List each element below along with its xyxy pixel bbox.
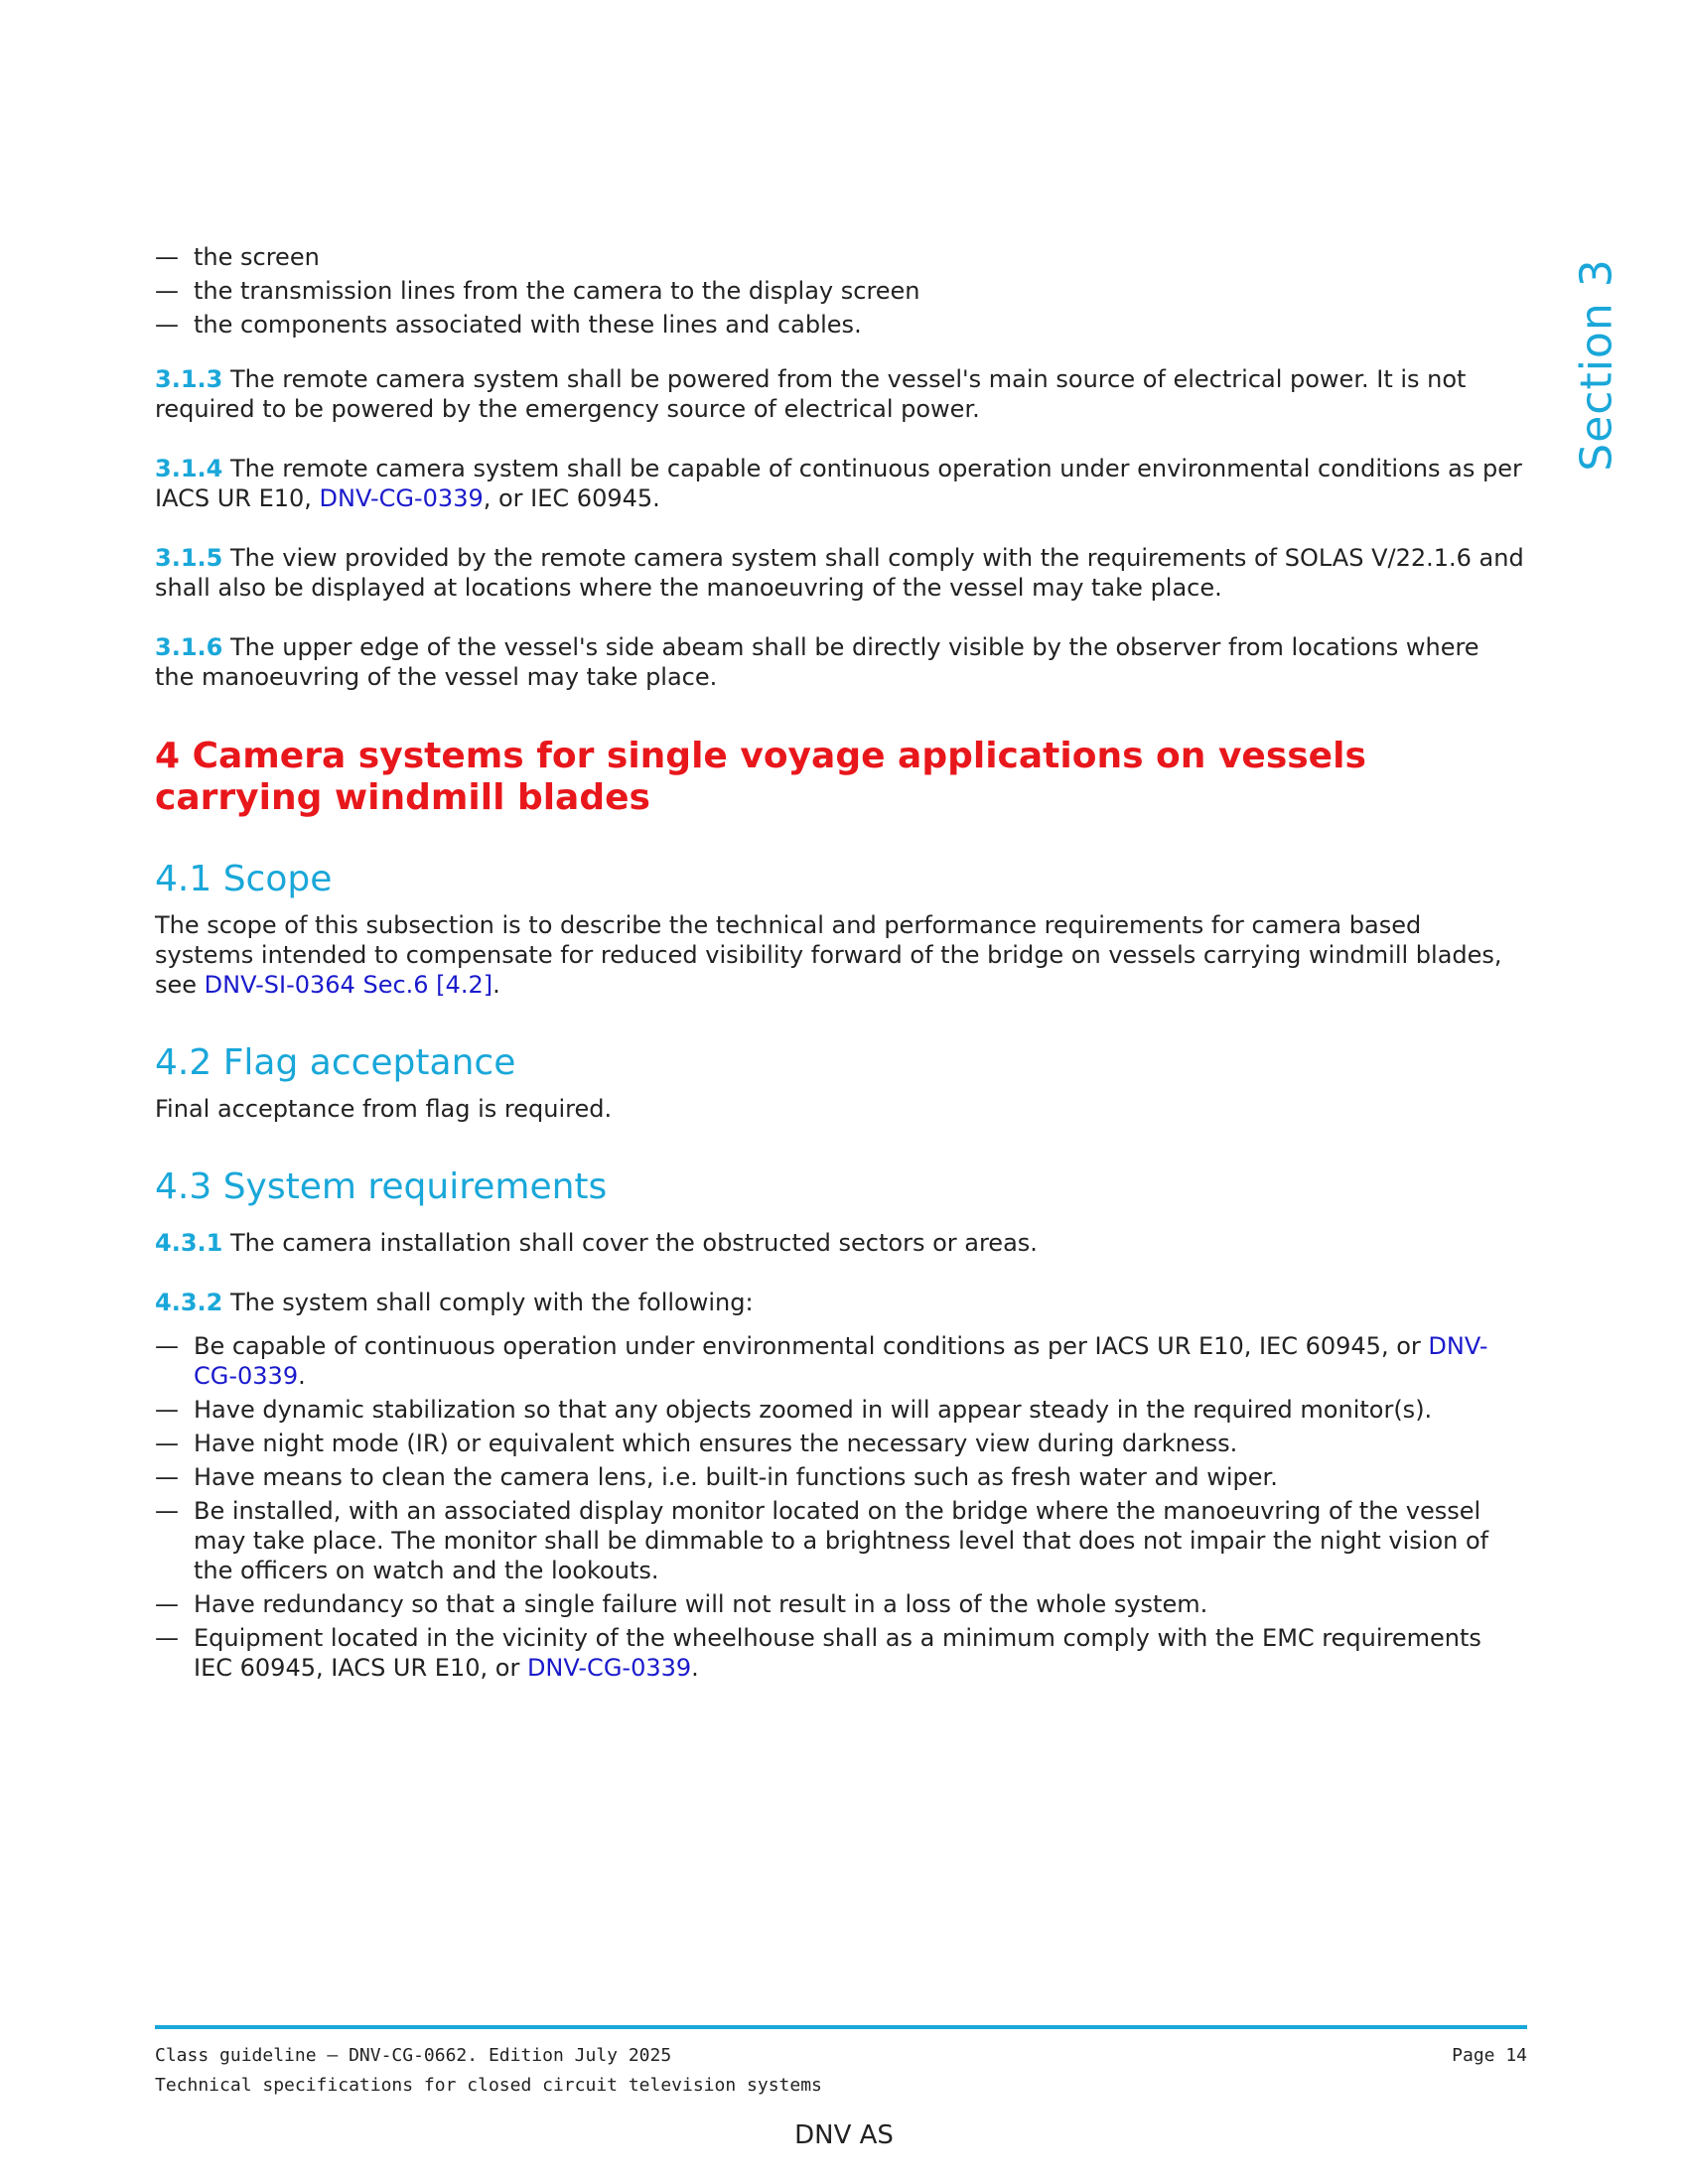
subsection-4-1-heading: 4.1 Scope [155, 859, 333, 899]
scope-paragraph [155, 910, 1525, 1000]
scope-text: The scope of this subsection is to describe the technical and performance requirements for camera based systems intended to compensate for reduced visibility forward of the bridge on vessels carrying windmill blades, see [155, 911, 1502, 999]
footer-document-title: Technical specifications for closed circuit television systems [155, 2075, 822, 2096]
section-tab [1571, 257, 1622, 472]
scope-text-tail: . [492, 971, 500, 999]
list-item: — Be installed, with an associated display monitor located on the bridge where the manoeuvring of the vessel may take place. The monitor shall be dimmable to a brightness level that does not impair the night vision of the officers on watch and the lookouts. [155, 1496, 1525, 1585]
paragraph-3-1-6 [155, 632, 1525, 692]
footer-divider [155, 2025, 1527, 2029]
company-name: DNV AS [794, 2120, 894, 2150]
clause-number: 3.1.5 [155, 544, 223, 572]
clause-number: 3.1.4 [155, 455, 223, 482]
clause-number: 3.1.3 [155, 365, 223, 393]
list-item: — the screen [155, 242, 1525, 272]
paragraph-4-3-2 [155, 1288, 1525, 1317]
list-item: — Have dynamic stabilization so that any objects zoomed in will appear steady in the required monitor(s). [155, 1395, 1525, 1425]
clause-text: The remote camera system shall be powered from the vessel's main source of electrical power. It is not required to be powered by the emergency source of electrical power. [155, 365, 1467, 423]
clause-text: The camera installation shall cover the obstructed sectors or areas. [222, 1229, 1038, 1257]
dnv-cg-0339-link[interactable]: DNV-CG-0339 [526, 1654, 692, 1682]
list-item: — the transmission lines from the camera to the display screen [155, 276, 1525, 306]
dnv-si-0364-link[interactable]: DNV-SI-0364 Sec.6 [4.2] [204, 971, 493, 999]
list-item: — Have means to clean the camera lens, i.e. built-in functions such as fresh water and wiper. [155, 1462, 1525, 1492]
list-item: — Have night mode (IR) or equivalent which ensures the necessary view during darkness. [155, 1429, 1525, 1458]
paragraph-3-1-4 [155, 454, 1525, 513]
clause-text-tail: , or IEC 60945. [483, 484, 660, 512]
paragraph-3-1-5 [155, 543, 1525, 603]
clause-number: 4.3.2 [155, 1289, 223, 1316]
subsection-4-2-heading: 4.2 Flag acceptance [155, 1042, 516, 1083]
intro-list [155, 242, 1525, 340]
dnv-cg-0339-link[interactable]: DNV-CG-0339 [319, 484, 484, 512]
clause-text: The view provided by the remote camera system shall comply with the requirements of SOLAS V/22.1.6 and shall also be displayed at locations where the manoeuvring of the vessel may take place. [155, 544, 1524, 602]
clause-text: The system shall comply with the following: [222, 1289, 754, 1316]
paragraph-3-1-3 [155, 364, 1525, 424]
clause-text: The remote camera system shall be capable of continuous operation under environmental conditions as per IACS UR E10, [155, 455, 1522, 512]
page-content [155, 242, 1525, 1687]
section-tab-label: Section 3 [1571, 257, 1622, 472]
list-item: — Be capable of continuous operation under environmental conditions as per IACS UR E10, IEC 60945, or DNV-CG-0339. [155, 1331, 1525, 1391]
clause-number: 4.3.1 [155, 1229, 223, 1257]
page-number: Page 14 [1452, 2045, 1527, 2066]
list-item: — the components associated with these lines and cables. [155, 310, 1525, 340]
section-4-heading: 4 Camera systems for single voyage applications on vessels carrying windmill blades [155, 736, 1366, 818]
clause-text: The upper edge of the vessel's side abeam shall be directly visible by the observer from locations where the manoeuvring of the vessel may take place. [155, 633, 1479, 691]
paragraph-4-3-1 [155, 1228, 1525, 1258]
requirements-list [155, 1331, 1525, 1683]
list-item: — Have redundancy so that a single failure will not result in a loss of the whole system. [155, 1589, 1525, 1619]
dnv-cg-0339-link[interactable]: DNV-CG-0339 [194, 1332, 1488, 1390]
flag-acceptance-paragraph: Final acceptance from flag is required. [155, 1095, 613, 1123]
footer-document-id: Class guideline — DNV-CG-0662. Edition July 2025 [155, 2045, 672, 2066]
subsection-4-3-heading: 4.3 System requirements [155, 1166, 608, 1207]
clause-number: 3.1.6 [155, 633, 223, 661]
list-item: — Equipment located in the vicinity of the wheelhouse shall as a minimum comply with the EMC requirements IEC 60945, IACS UR E10, or DNV-CG-0339. [155, 1623, 1525, 1683]
